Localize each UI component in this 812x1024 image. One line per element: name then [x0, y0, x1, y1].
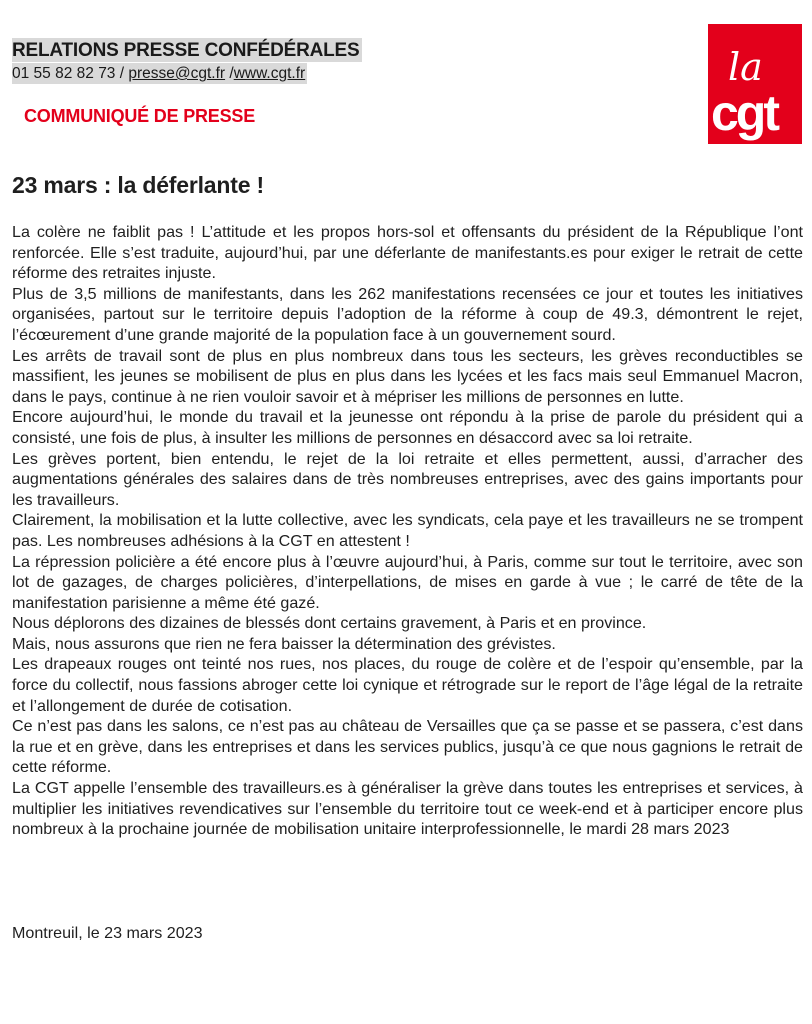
paragraph: Clairement, la mobilisation et la lutte collective, avec les syndicats, cela paye et les travailleurs ne se trompent pas. Les nombreuses adhésions à la CGT en attestent !	[12, 511, 803, 550]
communique-label: COMMUNIQUÉ DE PRESSE	[24, 106, 256, 126]
paragraph: La colère ne faiblit pas ! L’attitude et les propos hors-sol et offensants du président de la République l’ont renforcée. Elle s’est traduite, aujourd’hui, par une déferlante de manifestants.es pour exiger le retrait de cette réforme des retraites injuste.	[12, 223, 803, 283]
contact-line	[12, 63, 307, 84]
signature-date: Montreuil, le 23 mars 2023	[12, 924, 203, 942]
paragraph: Nous déplorons des dizaines de blessés dont certains gravement, à Paris et en province.	[12, 614, 647, 633]
cgt-logo-svg	[708, 24, 802, 144]
website-link[interactable]: www.cgt.fr	[233, 65, 306, 82]
logo-big-text: cgt	[711, 85, 777, 141]
paragraph: La CGT appelle l’ensemble des travailleurs.es à généraliser la grève dans toutes les entreprises et services, à multiplier les initiatives revendicatives sur l’ensemble du territoire tout ce week-end et à participer encore plus nombreux à la prochaine journée de mobilisation unitaire interprofessionnelle, le mardi 28 mars 2023	[12, 779, 803, 839]
contact-separator: /	[225, 65, 234, 82]
paragraph: Les drapeaux rouges ont teinté nos rues, nos places, du rouge de colère et de l’espoir qu’ensemble, par la force du collectif, nous fassions abroger cette loi cynique et rétrograde sur le report de l’âge légal de la retraite et l’allongement de durée de cotisation.	[12, 655, 803, 715]
paragraph: Encore aujourd’hui, le monde du travail et la jeunesse ont répondu à la prise de parole du président qui a consisté, une fois de plus, à insulter les millions de personnes en désaccord avec sa loi retraite.	[12, 408, 803, 447]
paragraph: Plus de 3,5 millions de manifestants, dans les 262 manifestations recensées ce jour et toutes les initiatives organisées, partout sur le territoire depuis l’adoption de la réforme à coup de 49.3, démontrent le rejet, l’écœurement d’une grande majorité de la population face à un gouvernement sourd.	[12, 284, 803, 344]
logo-small-text: la	[728, 45, 763, 89]
paragraph: La répression policière a été encore plus à l’œuvre aujourd’hui, à Paris, comme sur tout le territoire, avec son lot de gazages, de charges policières, d’interpellations, de mises en garde à vue ; le carré de tête de la manifestation parisienne a même été gazé.	[12, 552, 803, 612]
paragraph: Mais, nous assurons que rien ne fera baisser la détermination des grévistes.	[12, 634, 556, 653]
email-link[interactable]: presse@cgt.fr	[128, 65, 226, 82]
press-contact-header	[12, 38, 362, 84]
contact-separator: /	[115, 65, 129, 82]
paragraph: Ce n’est pas dans les salons, ce n’est pas au château de Versailles que ça se passe et se passera, c’est dans la rue et en grève, dans les entreprises et dans les services publics, jusqu’à ce que nous gagnions le retrait de cette réforme.	[12, 717, 803, 777]
phone-number: 01 55 82 82 73	[12, 65, 116, 82]
paragraph: Les grèves portent, bien entendu, le rejet de la loi retraite et elles permettent, aussi, d’arracher des augmentations générales des salaires dans de très nombreuses entreprises, avec des gains importants pour les travailleurs.	[12, 449, 803, 509]
paragraph: Les arrêts de travail sont de plus en plus nombreux dans tous les secteurs, les grèves reconductibles se massifient, les jeunes se mobilisent de plus en plus dans les lycées et les facs mais seul Emmanuel Macron, dans le pays, continue à ne rien vouloir savoir et à mépriser les millions de personnes en lutte.	[12, 346, 803, 406]
press-release-body	[12, 222, 803, 840]
page-title: 23 mars : la déferlante !	[12, 172, 264, 198]
press-relations-title: RELATIONS PRESSE CONFÉDÉRALES	[12, 40, 360, 61]
cgt-logo	[708, 24, 802, 144]
